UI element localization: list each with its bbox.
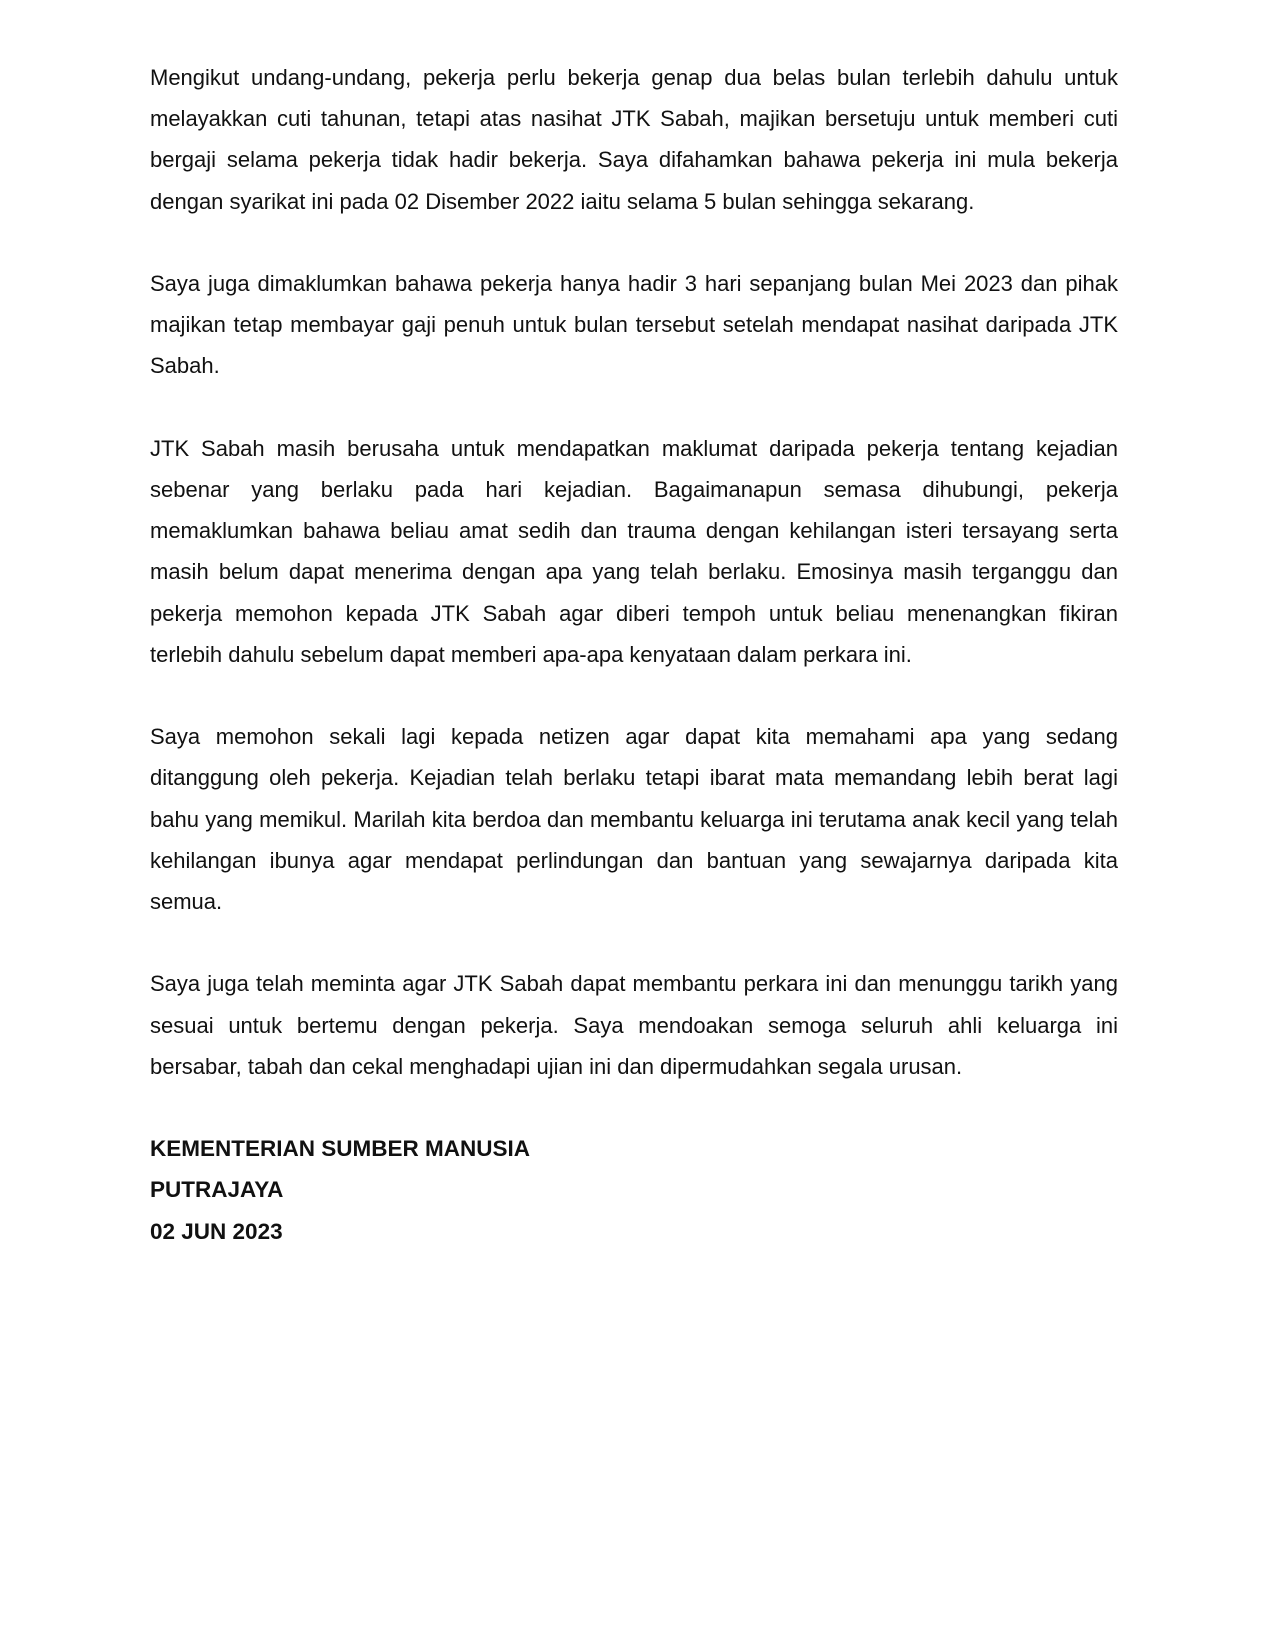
paragraph-appeal: Saya memohon sekali lagi kepada netizen agar dapat kita memahami apa yang sedang ditanggung oleh pekerja. Kejadian telah berlaku tetapi ibarat mata memandang lebih berat lagi bahu yang memikul. Marilah kita berdoa dan membantu keluarga ini terutama anak kecil yang telah kehilangan ibunya agar mendapat perlindungan dan bantuan yang sewajarnya daripada kita semua. (150, 724, 1118, 915)
signature-organization: KEMENTERIAN SUMBER MANUSIA (150, 1136, 531, 1162)
signature-date: 02 JUN 2023 (150, 1218, 283, 1244)
paragraph-closing: Saya juga telah meminta agar JTK Sabah dapat membantu perkara ini dan menunggu tarikh yang sesuai untuk bertemu dengan pekerja. Saya mendoakan semoga seluruh ahli keluarga ini bersabar, tabah dan cekal menghadapi ujian ini dan dipermudahkan segala urusan. (150, 971, 1118, 1079)
paragraph-attendance: Saya juga dimaklumkan bahawa pekerja hanya hadir 3 hari sepanjang bulan Mei 2023 dan pihak majikan tetap membayar gaji penuh untuk bulan tersebut setelah mendapat nasihat daripada JTK Sabah. (150, 271, 1118, 379)
signature-block (150, 1128, 1118, 1252)
paragraph-annual-leave: Mengikut undang-undang, pekerja perlu bekerja genap dua belas bulan terlebih dahulu untuk melayakkan cuti tahunan, tetapi atas nasihat JTK Sabah, majikan bersetuju untuk memberi cuti bergaji selama pekerja tidak hadir bekerja. Saya difahamkan bahawa pekerja ini mula bekerja dengan syarikat ini pada 02 Disember 2022 iaitu selama 5 bulan sehingga sekarang. (150, 65, 1118, 214)
document-page (150, 57, 1118, 1252)
paragraph-investigation: JTK Sabah masih berusaha untuk mendapatkan maklumat daripada pekerja tentang kejadian sebenar yang berlaku pada hari kejadian. Bagaimanapun semasa dihubungi, pekerja memaklumkan bahawa beliau amat sedih dan trauma dengan kehilangan isteri tersayang serta masih belum dapat menerima dengan apa yang telah berlaku. Emosinya masih terganggu dan pekerja memohon kepada JTK Sabah agar diberi tempoh untuk beliau menenangkan fikiran terlebih dahulu sebelum dapat memberi apa-apa kenyataan dalam perkara ini. (150, 435, 1118, 667)
signature-location: PUTRAJAYA (150, 1177, 284, 1203)
